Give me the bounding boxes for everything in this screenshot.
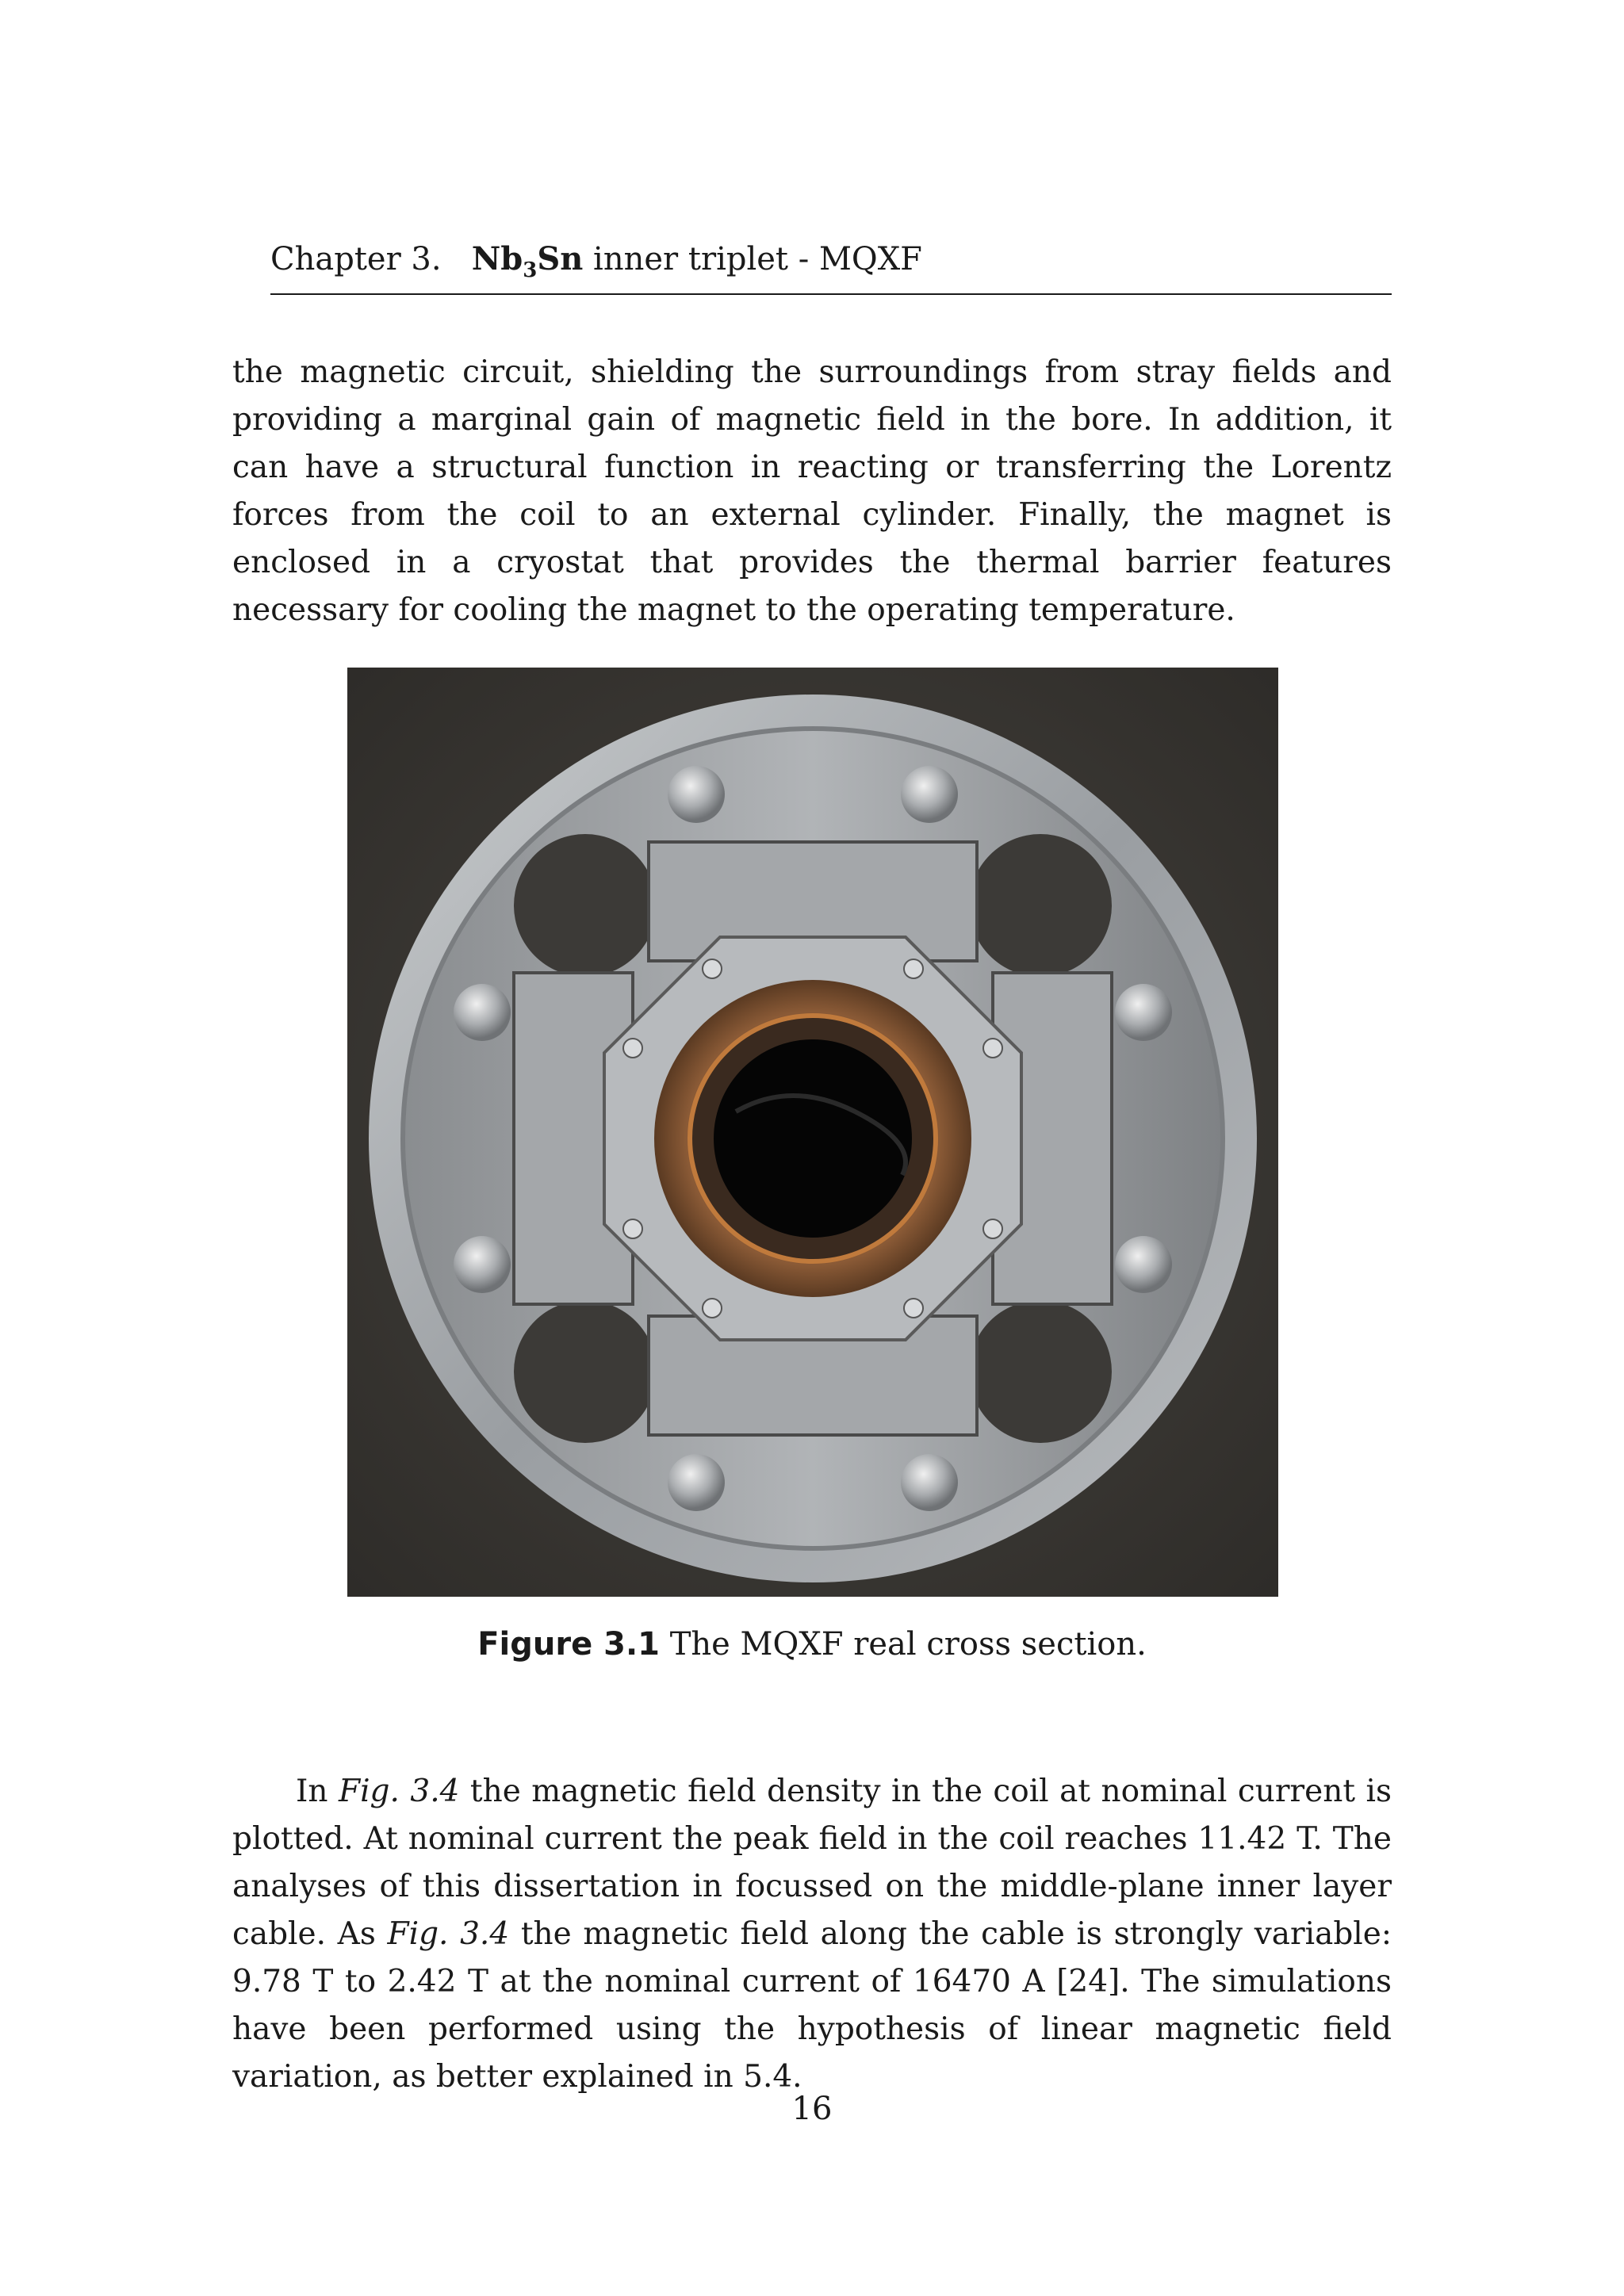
figure-label: Figure 3.1	[477, 1626, 660, 1663]
yoke-cavity-bottom-right	[969, 1300, 1112, 1443]
title-prefix: Nb	[471, 240, 523, 277]
yoke-cavity-bottom-left	[514, 1300, 657, 1443]
chapter-label: Chapter 3.	[270, 241, 442, 277]
paragraph-2-part-1: In	[296, 1774, 339, 1809]
figure-caption	[0, 1624, 1624, 1665]
paragraph-2-part-2: the magnetic field density in the coil at nominal current is plotted. At nominal current the peak field in the coil reaches 11.42 T. The analyses of this dissertation in focussed on the middle-plane inner layer cable. As	[232, 1774, 1392, 1952]
mqxf-cross-section-photo	[347, 668, 1278, 1597]
figure-caption-text: The MQXF real cross section.	[669, 1626, 1147, 1663]
title-suffix: Sn	[537, 240, 584, 277]
title-subscript: 3	[523, 258, 538, 282]
bolt	[901, 766, 958, 823]
bolt	[901, 1454, 958, 1511]
paragraph-2	[232, 1768, 1392, 2101]
bolt	[668, 1454, 725, 1511]
bolt	[454, 1236, 511, 1293]
bolt	[1115, 984, 1172, 1041]
bolt	[1115, 1236, 1172, 1293]
running-header	[270, 239, 1392, 295]
paragraph-1: the magnetic circuit, shielding the surroundings from stray fields and providing a marginal gain of magnetic field in the bore. In addition, it can have a structural function in reacting or transferring the Lorentz forces from the coil to an external cylinder. Finally, the magnet is enclosed in a cryostat that provides the thermal barrier features necessary for cooling the magnet to the operating temperature.	[232, 354, 1392, 628]
figure-photo	[347, 668, 1278, 1597]
page-number: 16	[791, 2091, 833, 2127]
figure-reference-link: Fig. 3.4	[387, 1916, 510, 1952]
yoke-cavity-top-right	[969, 834, 1112, 977]
title-rest: inner triplet - MQXF	[593, 241, 922, 277]
yoke-cavity-top-left	[514, 834, 657, 977]
bore	[714, 1039, 912, 1238]
bolt	[454, 984, 511, 1041]
bolt	[668, 766, 725, 823]
paragraph-2-part-3: the magnetic field along the cable is strongly variable: 9.78 T to 2.42 T at the nominal current of 16470 A [24]. The simulations have been performed using the hypothesis of linear magnetic field variation, as better explained in 5.4.	[232, 1916, 1392, 2095]
figure-reference-link: Fig. 3.4	[339, 1774, 460, 1809]
